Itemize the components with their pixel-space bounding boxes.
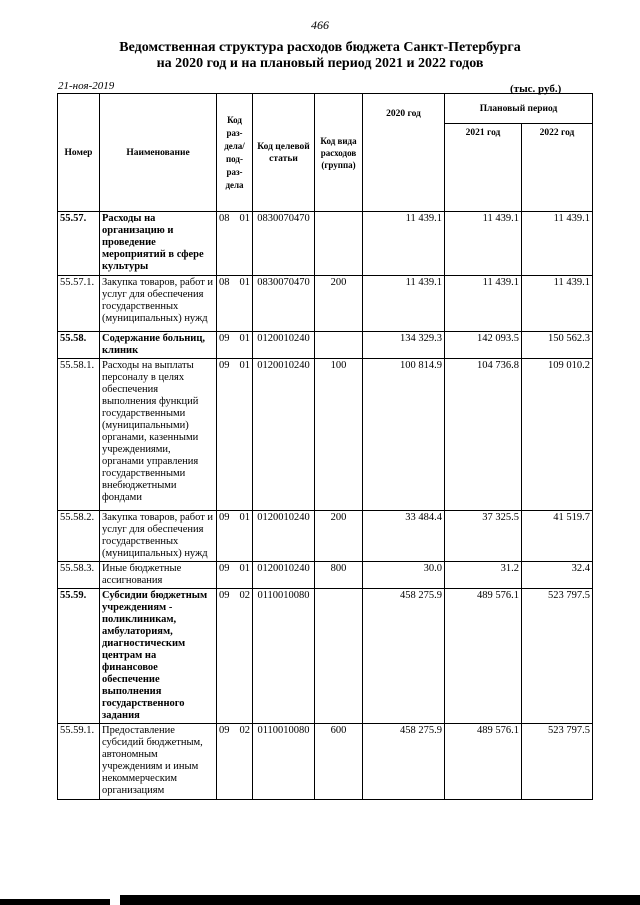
row-value-2020: 100 814.9 bbox=[363, 359, 445, 511]
row-number: 55.58.3. bbox=[58, 562, 100, 589]
scan-edge-left bbox=[0, 899, 110, 905]
table-row bbox=[58, 212, 593, 276]
subsection-code: 02 bbox=[239, 590, 250, 601]
row-value-2021: 489 576.1 bbox=[445, 724, 522, 800]
header-number: Номер bbox=[58, 94, 100, 212]
document-title bbox=[0, 40, 640, 72]
page-number: 466 bbox=[311, 18, 329, 32]
row-section-code bbox=[217, 724, 253, 800]
row-number: 55.57. bbox=[58, 212, 100, 276]
subsection-code: 01 bbox=[239, 360, 250, 371]
row-value-2020: 134 329.3 bbox=[363, 332, 445, 359]
row-value-2020: 458 275.9 bbox=[363, 589, 445, 724]
table-row bbox=[58, 332, 593, 359]
header-2022: 2022 год bbox=[522, 124, 593, 212]
row-section-code bbox=[217, 276, 253, 332]
row-value-2020: 30.0 bbox=[363, 562, 445, 589]
row-expense-type: 600 bbox=[315, 724, 363, 800]
row-section-code bbox=[217, 212, 253, 276]
row-number: 55.58.2. bbox=[58, 511, 100, 562]
row-expense-type: 100 bbox=[315, 359, 363, 511]
row-value-2021: 37 325.5 bbox=[445, 511, 522, 562]
row-value-2022: 41 519.7 bbox=[522, 511, 593, 562]
row-number: 55.59. bbox=[58, 589, 100, 724]
row-name: Иные бюджетные ассигнования bbox=[100, 562, 217, 589]
header-name: Наименование bbox=[100, 94, 217, 212]
row-value-2022: 109 010.2 bbox=[522, 359, 593, 511]
section-code: 09 bbox=[219, 360, 230, 371]
table-row bbox=[58, 276, 593, 332]
row-expense-type bbox=[315, 212, 363, 276]
header-2021: 2021 год bbox=[445, 124, 522, 212]
header-planned-period: Плановый период bbox=[445, 94, 593, 124]
row-number: 55.58.1. bbox=[58, 359, 100, 511]
row-number: 55.59.1. bbox=[58, 724, 100, 800]
row-name: Закупка товаров, работ и услуг для обеспечения государственных (муниципальных) нужд bbox=[100, 276, 217, 332]
row-expense-type bbox=[315, 589, 363, 724]
row-section-code bbox=[217, 359, 253, 511]
row-name: Расходы на организацию и проведение мероприятий в сфере культуры bbox=[100, 212, 217, 276]
table-row bbox=[58, 589, 593, 724]
row-expense-type bbox=[315, 332, 363, 359]
row-name: Субсидии бюджетным учреждениям - поликлиникам, амбулаториям, диагностическим центрам на финансовое обеспечение выполнения государственного задания bbox=[100, 589, 217, 724]
document-date: 21-ноя-2019 bbox=[58, 80, 115, 92]
row-value-2022: 523 797.5 bbox=[522, 724, 593, 800]
row-name: Предоставление субсидий бюджетным, автономным учреждениям и иным некоммерческим организациям bbox=[100, 724, 217, 800]
row-value-2022: 11 439.1 bbox=[522, 276, 593, 332]
row-target-code: 0830070470 bbox=[253, 276, 315, 332]
row-value-2021: 489 576.1 bbox=[445, 589, 522, 724]
row-section-code bbox=[217, 589, 253, 724]
row-value-2021: 31.2 bbox=[445, 562, 522, 589]
title-line-1: Ведомственная структура расходов бюджета Санкт-Петербурга bbox=[119, 40, 521, 55]
row-value-2022: 11 439.1 bbox=[522, 212, 593, 276]
row-target-code: 0830070470 bbox=[253, 212, 315, 276]
section-code: 09 bbox=[219, 512, 230, 523]
table-row bbox=[58, 359, 593, 511]
row-name: Содержание больниц, клиник bbox=[100, 332, 217, 359]
row-target-code: 0110010080 bbox=[253, 589, 315, 724]
row-name: Расходы на выплаты персоналу в целях обеспечения выполнения функций государственными (муниципальными) органами, казенными учреждениями, органами управления государственными внебюджетными фондами bbox=[100, 359, 217, 511]
row-value-2020: 33 484.4 bbox=[363, 511, 445, 562]
row-value-2021: 11 439.1 bbox=[445, 276, 522, 332]
row-target-code: 0120010240 bbox=[253, 562, 315, 589]
row-value-2020: 11 439.1 bbox=[363, 276, 445, 332]
row-value-2022: 523 797.5 bbox=[522, 589, 593, 724]
row-expense-type: 200 bbox=[315, 511, 363, 562]
section-code: 08 bbox=[219, 277, 230, 288]
subsection-code: 01 bbox=[239, 213, 250, 224]
row-target-code: 0120010240 bbox=[253, 511, 315, 562]
subsection-code: 02 bbox=[239, 725, 250, 736]
row-target-code: 0120010240 bbox=[253, 332, 315, 359]
row-value-2021: 104 736.8 bbox=[445, 359, 522, 511]
title-line-2: на 2020 год и на плановый период 2021 и 2022 годов bbox=[156, 56, 484, 71]
row-section-code bbox=[217, 332, 253, 359]
row-value-2020: 458 275.9 bbox=[363, 724, 445, 800]
row-number: 55.58. bbox=[58, 332, 100, 359]
row-value-2021: 142 093.5 bbox=[445, 332, 522, 359]
section-code: 09 bbox=[219, 590, 230, 601]
table-row bbox=[58, 511, 593, 562]
row-value-2022: 32.4 bbox=[522, 562, 593, 589]
header-2020: 2020 год bbox=[363, 94, 445, 212]
budget-table bbox=[57, 93, 593, 800]
row-expense-type: 800 bbox=[315, 562, 363, 589]
row-target-code: 0110010080 bbox=[253, 724, 315, 800]
table-body bbox=[58, 212, 593, 800]
section-code: 09 bbox=[219, 563, 230, 574]
row-name: Закупка товаров, работ и услуг для обеспечения государственных (муниципальных) нужд bbox=[100, 511, 217, 562]
units-label: (тыс. руб.) bbox=[510, 83, 562, 95]
row-section-code bbox=[217, 562, 253, 589]
row-value-2020: 11 439.1 bbox=[363, 212, 445, 276]
header-expense-type: Код вида расходов (группа) bbox=[315, 94, 363, 212]
subsection-code: 01 bbox=[239, 563, 250, 574]
table-row bbox=[58, 562, 593, 589]
section-code: 09 bbox=[219, 725, 230, 736]
row-section-code bbox=[217, 511, 253, 562]
header-target: Код целевой статьи bbox=[253, 94, 315, 212]
header-section: Код раз-дела/ под-раз-дела bbox=[217, 94, 253, 212]
subsection-code: 01 bbox=[239, 277, 250, 288]
row-value-2022: 150 562.3 bbox=[522, 332, 593, 359]
section-code: 09 bbox=[219, 333, 230, 344]
table-row bbox=[58, 724, 593, 800]
subsection-code: 01 bbox=[239, 333, 250, 344]
row-number: 55.57.1. bbox=[58, 276, 100, 332]
budget-table-wrap bbox=[57, 93, 593, 800]
section-code: 08 bbox=[219, 213, 230, 224]
row-target-code: 0120010240 bbox=[253, 359, 315, 511]
subsection-code: 01 bbox=[239, 512, 250, 523]
row-expense-type: 200 bbox=[315, 276, 363, 332]
row-value-2021: 11 439.1 bbox=[445, 212, 522, 276]
scan-edge-bottom bbox=[120, 895, 640, 905]
